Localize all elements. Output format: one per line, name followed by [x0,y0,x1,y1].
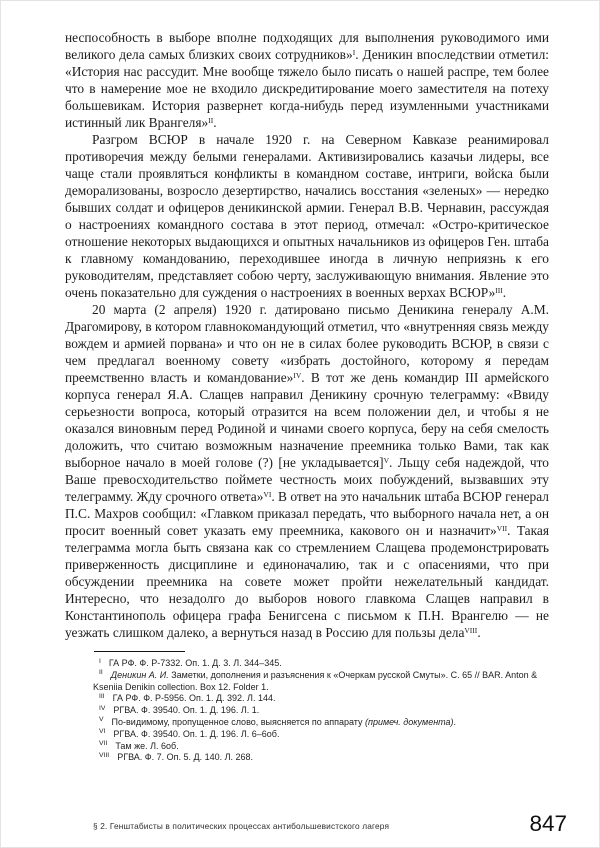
footnote-item: $^I$ ГА РФ. Ф. Р-7332. Оп. 1. Д. 3. Л. 344–345. [99,657,282,668]
footnote-reference: III [495,285,503,295]
italic-text: (примеч. документа) [365,716,454,727]
footnote-marker: I [99,657,101,665]
italic-text: Деникин А. И. [110,669,169,680]
footnote-reference: IV [293,370,302,380]
footnotes-section [93,651,549,764]
footnote-item: $^{VII}$ Там же. Л. 6об. [99,740,179,751]
footnote-item: $^{II}$ Деникин А. И. Заметки, дополнения и разъяснения к «Очеркам русской Смуты». С. 65 // BAR. Anton & Kseniia Denikin collection. Box 12. Folder 1. [93,669,538,692]
footnote-reference: VII [496,523,508,533]
footnote-item: $^{III}$ ГА РФ. Ф. Р-5956. Оп. 1. Д. 392. Л. 144. [99,692,276,704]
footnote-reference: VIII [464,625,478,635]
footnote-marker: VIII [99,751,110,759]
footnote-item: $^{VI}$ РГВА. Ф. 39540. Оп. 1. Д. 196. Л. 6–6об. [99,728,280,739]
footnote-marker: II [99,669,103,677]
body-paragraph: неспособность в выборе вполне подходящих для выполнения руководимого ими великого дела самых близких своих сотрудников»$^I$. Деникин впоследствии отметил: «История нас рассудит. Мне вообще тяжело было писать о нашей распре, тем более что в намерение мое не входило дискредитирование моего заместителя на потеху большевикам. История развернет когда-нибудь перед изумленными участниками истинный лик Врангеля»$^{II}$. [65,30,550,130]
page-content [65,29,549,764]
page-number: 847 [529,810,567,836]
footnote-marker: VII [99,740,108,748]
body-paragraph: Разгром ВСЮР в начале 1920 г. на Северном Кавказе реанимировал противоречия между белыми генералами. Активизировались казачьи лидеры, все чаще стали проявляться конфликты в командном составе, интриги, войска были деморализованы, возросло дезертирство, начались восстания «зеленых» — нередко бывших солдат и офицеров деникинской армии. Генерал В.В. Чернавин, рассуждая о настроениях командного состава в этот период, отмечал: «Остро-критическое отношение некоторых выдающихся и опытных начальников из офицеров Ген. штаба к главному командованию, переходившее иногда в личную неприязнь к его руководителям, представляет собою черту, заслуживающую внимания. Явление это очень показательно для суждения о настроениях в военных верхах ВСЮР»$^{III}$. [65,132,549,300]
body-paragraph: 20 марта (2 апреля) 1920 г. датировано письмо Деникина генералу А.М. Драгомирову, в котором главнокомандующий отметил, что «внутренняя связь между вождем и армией порвана» и что он не в силах более руководить ВСЮР, в связи с чем предлагал военному совету «избрать достойного, которому я передам преемственно власть и командование»$^{IV}$. В тот же день командир III армейского корпуса генерал Я.А. Слащев направил Деникину срочную телеграмму: «Ввиду серьезности вопроса, который отразится на всем положении дел, и чтобы я не оказался виновным перед Родиной и чинами своего корпуса, беру на себя смелость доложить, что считаю возможным назначение преемника только Вами, так как выборное начало в моей голове (?) [не укладывается]$^V$. Льщу себя надеждой, что Ваше превосходительство поймете честность моих побуждений, вызвавших эту телеграмму. Жду срочного ответа»$^{VI}$. В ответ на это начальник штаба ВСЮР генерал П.С. Махров сообщил: «Главком приказал передать, что выборного начала нет, а он просит военный совет указать ему преемника, какового он и назначит»$^{VII}$. Такая телеграмма могла быть связана как со стремлением Слащева продемонстрировать приверженность дисциплине и единоначалию, так и с опасениями, что при обсуждении преемника на совете может пройти нежелательный кандидат. Интересно, что незадолго до выборов нового главкома Слащев направил в Константинополь офицера графа Бенигсена с письмом к П.Н. Врангелю — не уезжать слишком далеко, а вернуться назад в Россию для пользы дела$^{VIII}$. [65,302,550,640]
footnote-item: $^{VIII}$ РГВА. Ф. 7. Оп. 5. Д. 140. Л. 268. [99,751,254,763]
footnote-marker: IV [99,704,106,712]
footnote-marker: III [99,692,105,700]
footnote-separator-rule [94,651,185,652]
footnote-item: $^V$ По-видимому, пропущенное слово, выясняется по аппарату (примеч. документа). [99,716,457,727]
page-footer [93,810,567,836]
footnote-marker: V [99,716,104,724]
footnote-reference: I [352,47,356,57]
footnote-reference: V [383,455,389,465]
footnote-reference: II [208,115,214,125]
footnote-item: $^{IV}$ РГВА. Ф. 39540. Оп. 1. Д. 196. Л. 1. [99,704,260,716]
main-text-block [65,29,549,641]
footnote-marker: VI [99,728,106,736]
footnote-reference: VI [263,489,272,499]
footnote-list [93,658,549,764]
running-footer-title: § 2. Генштабисты в политических процессах антибольшевистского лагеря [93,821,390,831]
